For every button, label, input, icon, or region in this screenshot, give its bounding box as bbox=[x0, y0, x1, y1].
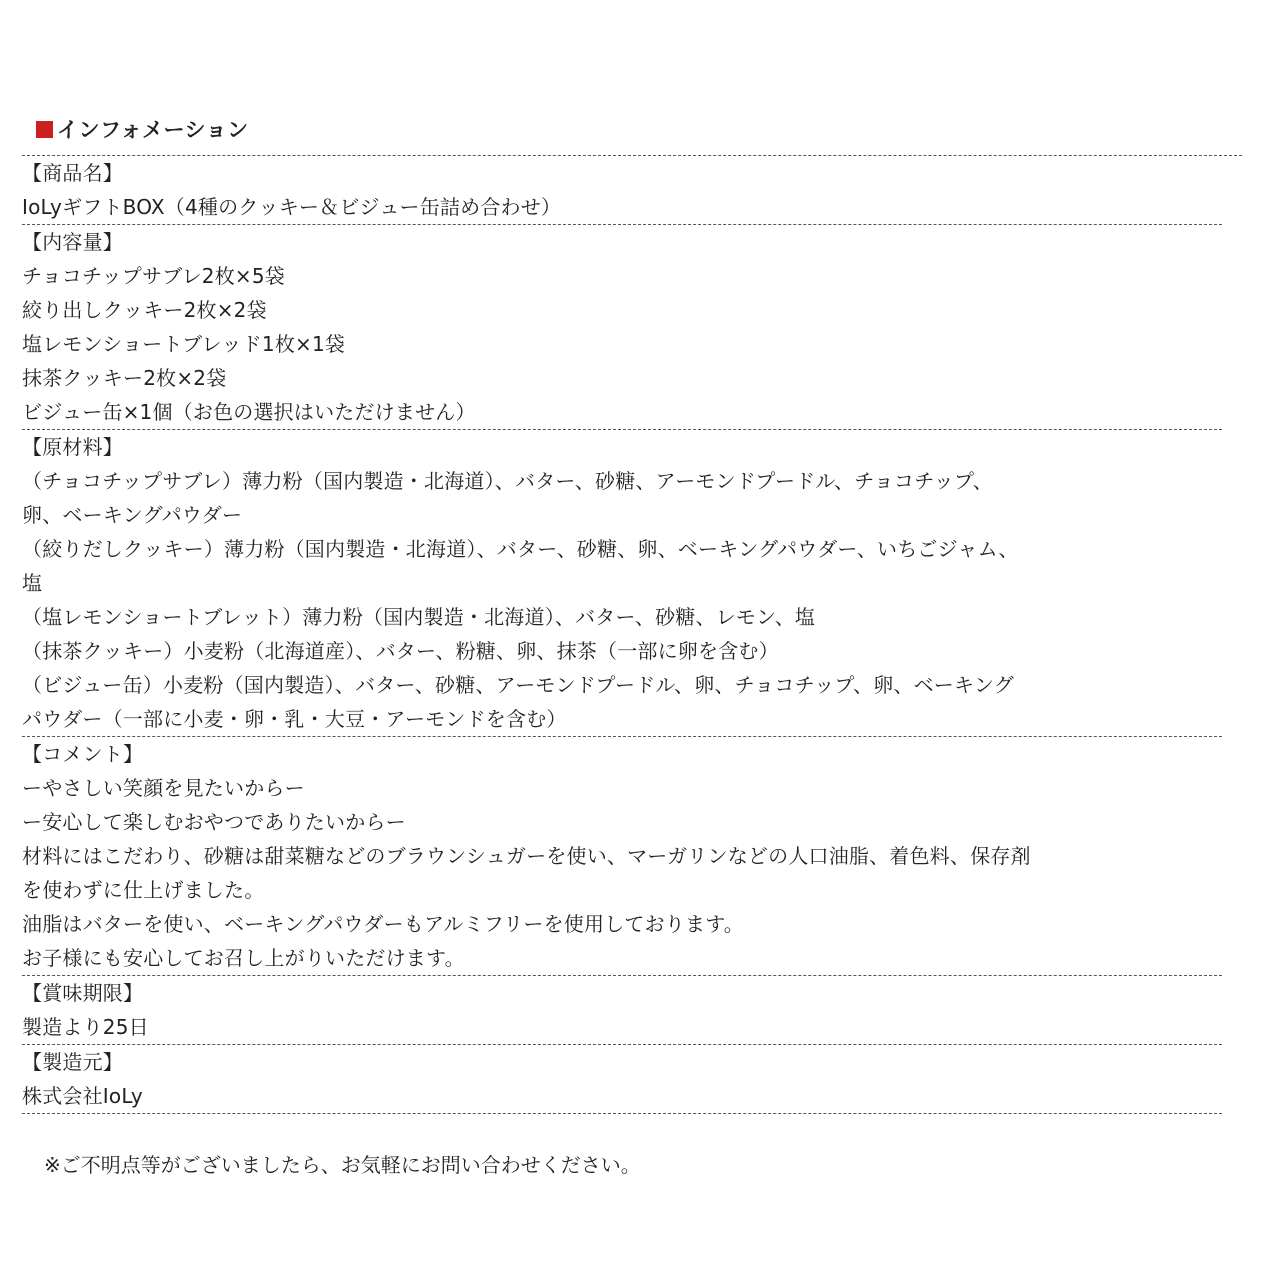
info-heading bbox=[36, 114, 249, 144]
section-line: 株式会社IoLy bbox=[22, 1084, 143, 1108]
section-line: ー安心して楽しむおやつでありたいからー bbox=[22, 810, 406, 834]
section-title: 【内容量】 bbox=[22, 230, 123, 254]
section-ingredients bbox=[22, 430, 1222, 737]
section-line: ーやさしい笑顔を見たいからー bbox=[22, 776, 305, 800]
section-line: （絞りだしクッキー）薄力粉（国内製造・北海道）、バター、砂糖、卵、ベーキングパウダー、いちごジャム、 bbox=[22, 537, 1019, 561]
section-line: 絞り出しクッキー2枚×2袋 bbox=[22, 298, 267, 322]
section-title: 【賞味期限】 bbox=[22, 981, 144, 1005]
section-line: お子様にも安心してお召し上がりいただけます。 bbox=[22, 946, 465, 970]
section-line: パウダー（一部に小麦・卵・乳・大豆・アーモンドを含む） bbox=[22, 707, 567, 731]
section-line: IoLyギフトBOX（4種のクッキー＆ビジュー缶詰め合わせ） bbox=[22, 195, 562, 219]
section-product-name bbox=[22, 156, 1222, 225]
section-line: （塩レモンショートブレット）薄力粉（国内製造・北海道）、バター、砂糖、レモン、塩 bbox=[22, 605, 816, 629]
section-best-before bbox=[22, 976, 1222, 1045]
section-line: （ビジュー缶）小麦粉（国内製造）、バター、砂糖、アーモンドプードル、卵、チョコチップ、卵、ベーキング bbox=[22, 673, 1014, 697]
section-title: 【コメント】 bbox=[22, 742, 144, 766]
section-line: チョコチップサブレ2枚×5袋 bbox=[22, 264, 286, 288]
section-line: 油脂はバターを使い、ベーキングパウダーもアルミフリーを使用しております。 bbox=[22, 912, 744, 936]
section-line: 材料にはこだわり、砂糖は甜菜糖などのブラウンシュガーを使い、マーガリンなどの人口油脂、着色料、保存剤 bbox=[22, 844, 1031, 868]
section-line: 塩 bbox=[22, 571, 43, 595]
info-heading-text: インフォメーション bbox=[57, 118, 249, 142]
section-title: 【製造元】 bbox=[22, 1050, 123, 1074]
section-contents bbox=[22, 225, 1222, 430]
section-line: 抹茶クッキー2枚×2袋 bbox=[22, 366, 227, 390]
section-line: （抹茶クッキー）小麦粉（北海道産）、バター、粉糖、卵、抹茶（一部に卵を含む） bbox=[22, 639, 779, 663]
section-line: 塩レモンショートブレッド1枚×1袋 bbox=[22, 332, 346, 356]
section-comment bbox=[22, 737, 1222, 976]
section-line: （チョコチップサブレ）薄力粉（国内製造・北海道）、バター、砂糖、アーモンドプードル、チョコチップ、 bbox=[22, 469, 993, 493]
section-title: 【原材料】 bbox=[22, 435, 123, 459]
section-manufacturer bbox=[22, 1045, 1222, 1114]
section-line: を使わずに仕上げました。 bbox=[22, 878, 265, 902]
section-line: 卵、ベーキングパウダー bbox=[22, 503, 243, 527]
contact-note: ※ご不明点等がございましたら、お気軽にお問い合わせください。 bbox=[44, 1153, 641, 1177]
section-line: 製造より25日 bbox=[22, 1015, 149, 1039]
info-table bbox=[22, 156, 1222, 1114]
red-square-icon bbox=[36, 121, 53, 138]
section-title: 【商品名】 bbox=[22, 161, 123, 185]
section-line: ビジュー缶×1個（お色の選択はいただけません） bbox=[22, 400, 476, 424]
